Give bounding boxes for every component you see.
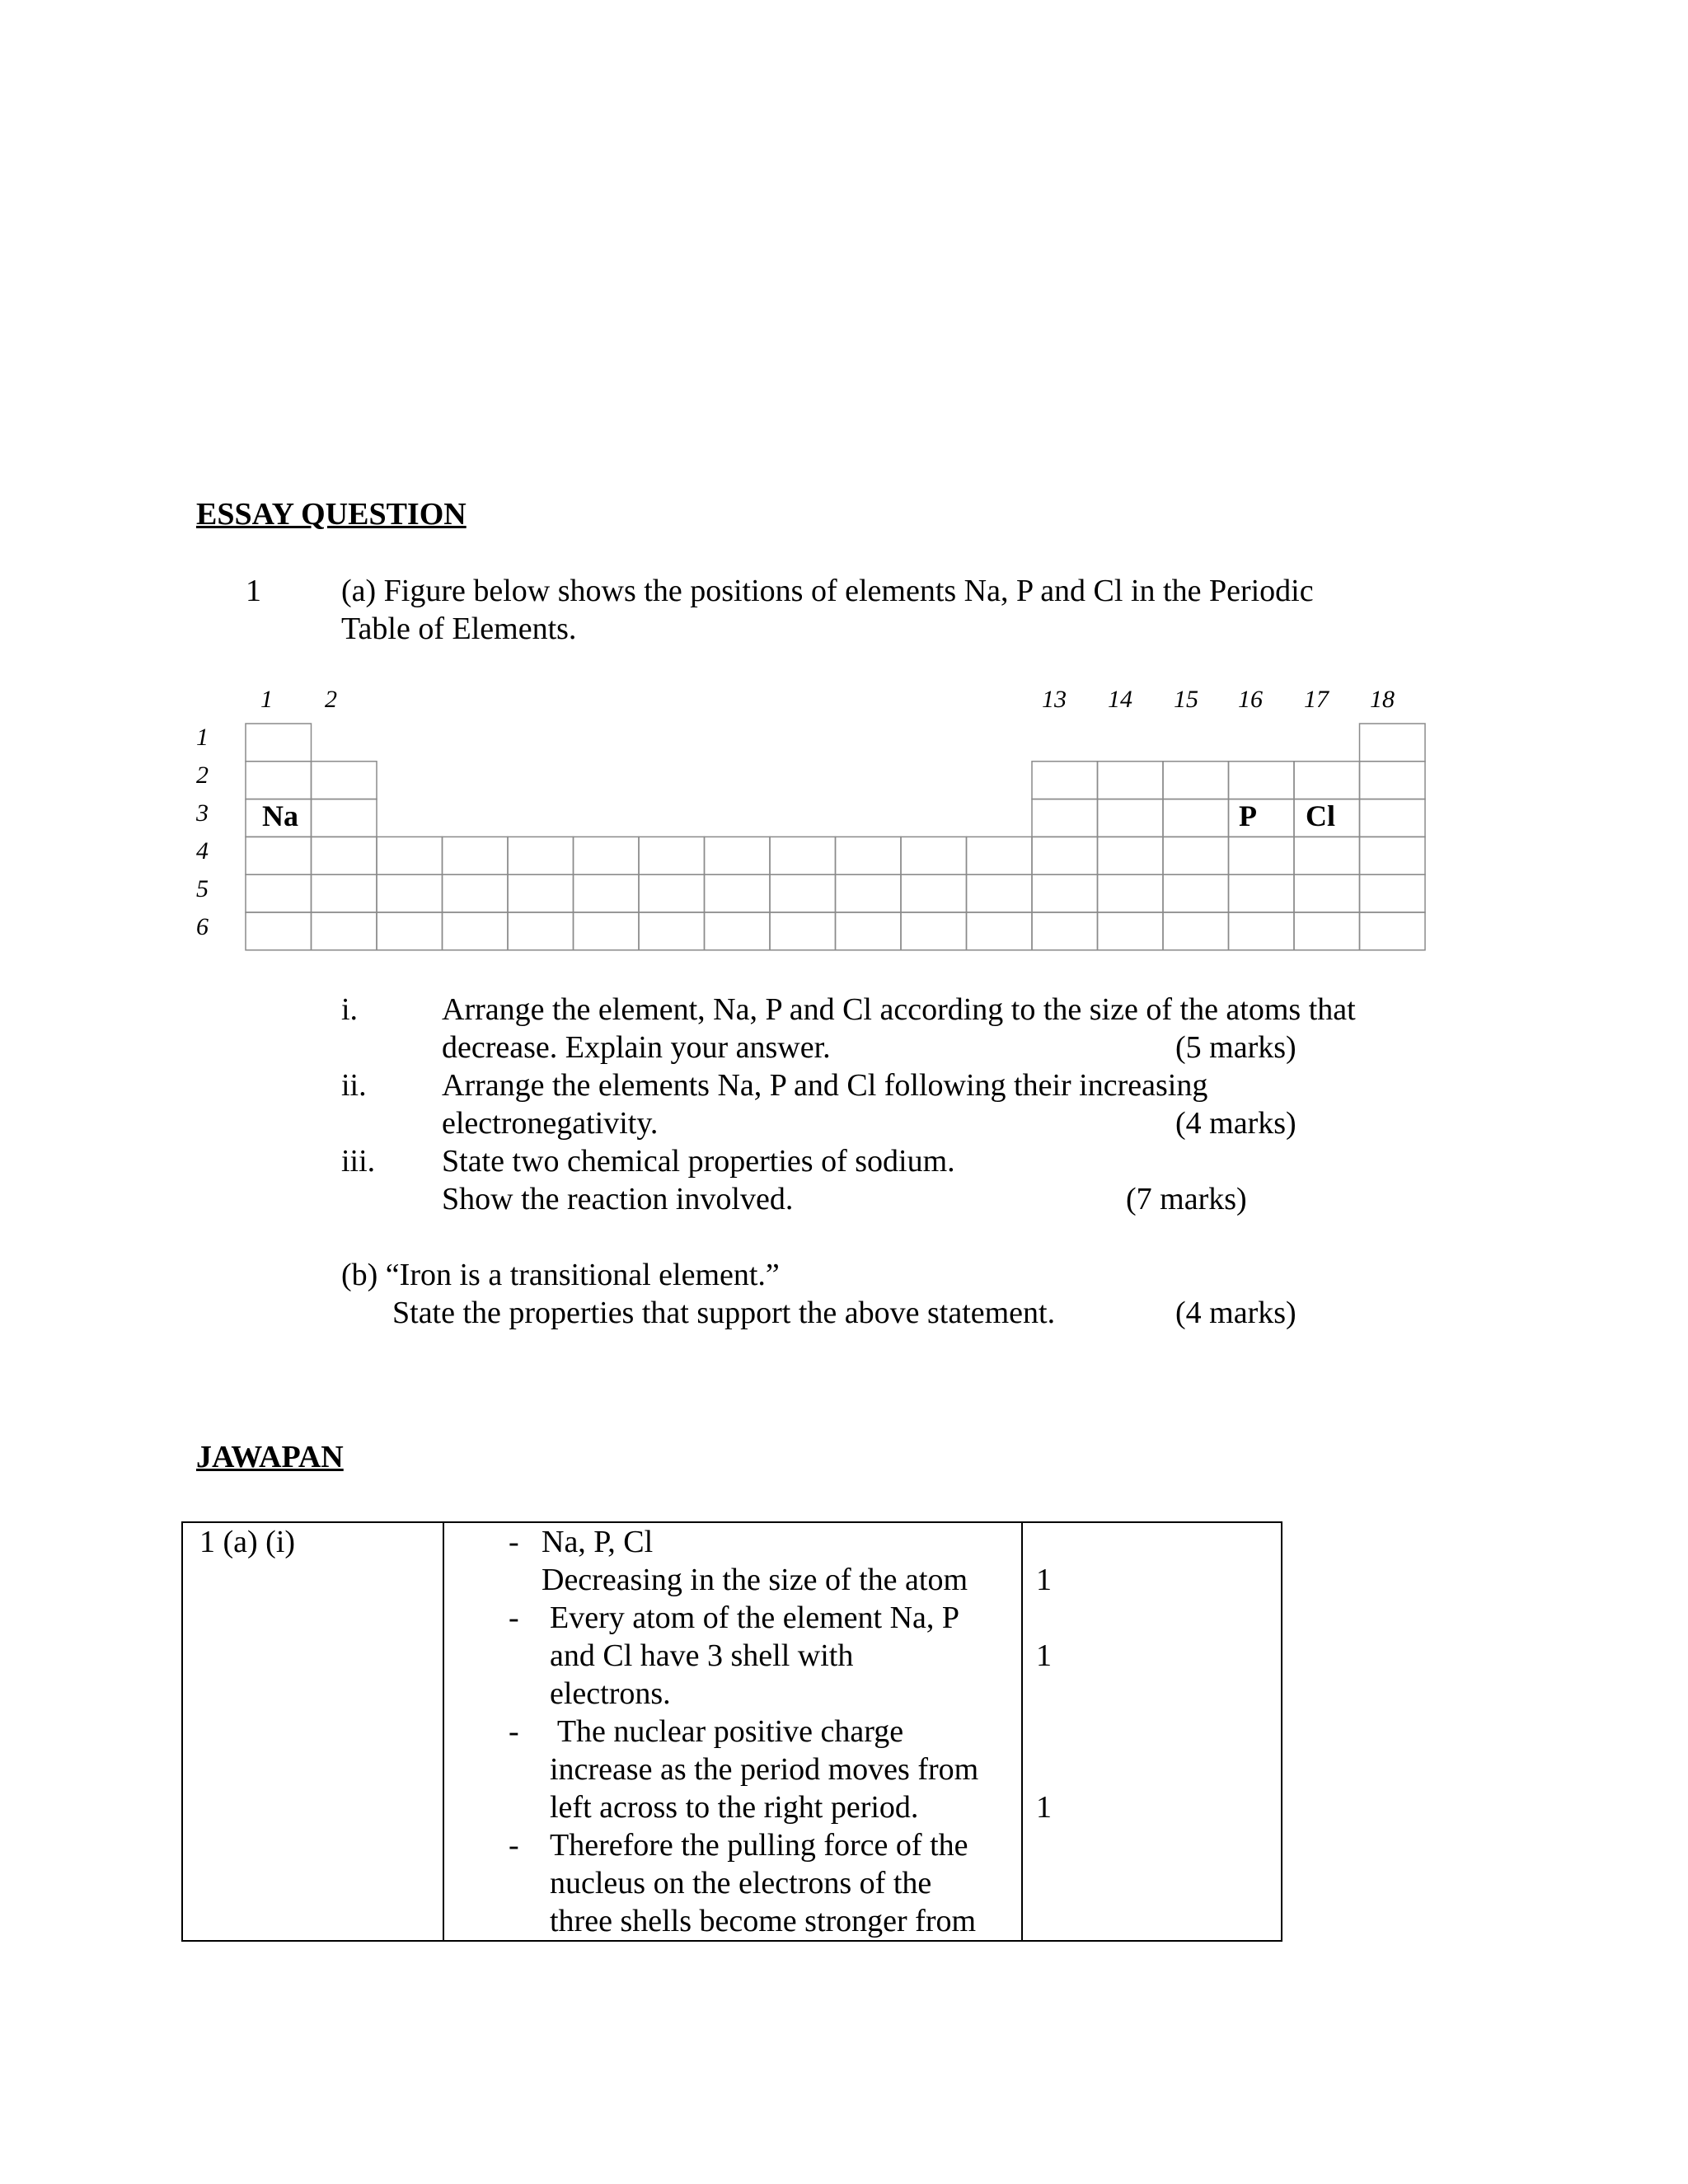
table-cell	[312, 799, 377, 837]
answer-label: 1 (a) (i)	[199, 1525, 296, 1559]
table-cell	[1098, 762, 1164, 799]
table-cell	[443, 912, 509, 950]
answer-line: left across to the right period.	[550, 1790, 919, 1825]
table-cell	[574, 837, 640, 874]
table-cell	[836, 912, 902, 950]
table-cell	[1163, 799, 1229, 837]
answer-marks-cell	[1022, 1522, 1282, 1941]
answer-line: increase as the period moves from	[550, 1752, 979, 1787]
subquestion-text: Show the reaction involved.	[442, 1182, 794, 1216]
table-cell	[836, 837, 902, 874]
answer-line: and Cl have 3 shell with	[550, 1638, 854, 1673]
table-cell	[1294, 837, 1360, 874]
table-cell	[901, 837, 967, 874]
period-label: 2	[196, 762, 209, 789]
table-cell	[246, 837, 312, 874]
answer-line: Every atom of the element Na, P	[550, 1601, 960, 1635]
table-row	[182, 1522, 1282, 1941]
subquestion-text: electronegativity.	[442, 1106, 659, 1141]
group-label: 15	[1174, 686, 1198, 713]
answer-mark: 1	[1036, 1638, 1052, 1673]
table-cell	[246, 762, 312, 799]
period-label: 4	[196, 837, 209, 865]
table-cell	[1229, 837, 1295, 874]
answer-line: Decreasing in the size of the atom	[542, 1563, 968, 1597]
table-cell	[312, 837, 377, 874]
table-cell	[508, 837, 574, 874]
table-cell	[1360, 799, 1426, 837]
table-cell	[1294, 912, 1360, 950]
table-cell	[508, 874, 574, 912]
table-cell	[639, 912, 705, 950]
table-cell	[705, 837, 771, 874]
table-cell	[1098, 912, 1164, 950]
table-cell	[443, 874, 509, 912]
table-cell	[770, 874, 836, 912]
table-cell	[1163, 874, 1229, 912]
group-label: 14	[1108, 686, 1132, 713]
group-label: 17	[1304, 686, 1329, 713]
group-label: 2	[325, 686, 337, 713]
subquestion-text: State two chemical properties of sodium.	[442, 1144, 955, 1179]
table-cell	[967, 874, 1033, 912]
part-b-text-line1: (b) “Iron is a transitional element.”	[341, 1258, 780, 1292]
table-cell	[1360, 762, 1426, 799]
table-cell	[705, 912, 771, 950]
table-cell	[377, 912, 443, 950]
answer-mark: 1	[1036, 1563, 1052, 1597]
answer-line: Therefore the pulling force of the	[550, 1828, 968, 1863]
part-b-marks: (4 marks)	[1175, 1296, 1296, 1330]
table-cell	[312, 912, 377, 950]
table-cell	[377, 837, 443, 874]
period-label: 3	[196, 799, 209, 827]
table-cell	[1098, 799, 1164, 837]
subquestion-marks: (7 marks)	[1126, 1182, 1247, 1216]
list-item	[444, 1523, 1021, 1561]
list-item	[444, 1826, 1021, 1864]
table-cell	[1032, 912, 1098, 950]
group-label: 1	[260, 686, 273, 713]
subquestion-marks: (5 marks)	[1175, 1030, 1296, 1065]
table-cell	[1294, 874, 1360, 912]
table-cell	[901, 874, 967, 912]
table-cell	[1163, 912, 1229, 950]
answer-line: electrons.	[550, 1676, 671, 1711]
table-cell	[246, 724, 312, 762]
table-cell	[967, 837, 1033, 874]
table-cell	[1360, 837, 1426, 874]
table-cell	[1163, 837, 1229, 874]
table-cell	[705, 874, 771, 912]
table-cell	[967, 912, 1033, 950]
answer-heading: JAWAPAN	[196, 1440, 344, 1474]
table-cell	[1360, 724, 1426, 762]
table-cell	[1032, 799, 1098, 837]
table-cell	[901, 912, 967, 950]
bullet-dash: -	[509, 1828, 519, 1863]
subquestion-number: iii.	[341, 1144, 376, 1179]
subquestion-number: i.	[341, 992, 359, 1027]
subquestion-text: Arrange the element, Na, P and Cl according to the size of the atoms that	[442, 992, 1356, 1027]
table-cell	[246, 912, 312, 950]
bullet-dash: -	[509, 1525, 519, 1559]
subquestion-marks: (4 marks)	[1175, 1106, 1296, 1141]
table-cell	[443, 837, 509, 874]
question-number: 1	[246, 574, 261, 608]
table-cell	[1229, 762, 1295, 799]
element-p: P	[1239, 799, 1257, 832]
answer-mark: 1	[1036, 1790, 1052, 1825]
table-cell	[1032, 874, 1098, 912]
table-cell	[574, 912, 640, 950]
table-cell	[1360, 874, 1426, 912]
part-b-text-line2: State the properties that support the above statement.	[392, 1296, 1056, 1330]
list-item	[444, 1599, 1021, 1637]
element-cl: Cl	[1306, 799, 1335, 832]
bullet-dash: -	[509, 1601, 519, 1635]
element-na: Na	[262, 799, 298, 832]
table-cell	[1032, 762, 1098, 799]
list-item	[444, 1713, 1021, 1750]
subquestion-text: decrease. Explain your answer.	[442, 1030, 831, 1065]
part-a-text-line1: (a) Figure below shows the positions of elements Na, P and Cl in the Periodic	[341, 574, 1314, 608]
table-cell	[574, 874, 640, 912]
table-cell	[770, 837, 836, 874]
answer-line: three shells become stronger from	[550, 1904, 977, 1938]
answer-line: nucleus on the electrons of the	[550, 1866, 932, 1900]
table-cell	[1294, 762, 1360, 799]
table-cell	[1032, 837, 1098, 874]
period-label: 5	[196, 875, 209, 902]
table-cell	[312, 874, 377, 912]
answer-table	[181, 1521, 1282, 1942]
table-cell	[639, 837, 705, 874]
table-cell	[312, 762, 377, 799]
essay-question-heading: ESSAY QUESTION	[196, 497, 467, 532]
period-label: 1	[196, 724, 209, 751]
group-label: 13	[1042, 686, 1067, 713]
periodic-table-grid	[0, 0, 1688, 989]
period-label: 6	[196, 913, 209, 940]
part-a-text-line2: Table of Elements.	[341, 612, 577, 646]
table-cell	[1229, 912, 1295, 950]
table-cell	[1098, 837, 1164, 874]
answer-label-cell	[182, 1522, 443, 1941]
table-cell	[508, 912, 574, 950]
table-cell	[246, 874, 312, 912]
table-cell	[1098, 874, 1164, 912]
answer-line: The nuclear positive charge	[550, 1714, 904, 1749]
table-cell	[770, 912, 836, 950]
subquestion-number: ii.	[341, 1068, 367, 1103]
table-cell	[836, 874, 902, 912]
group-label: 18	[1370, 686, 1395, 713]
table-cell	[1360, 912, 1426, 950]
answer-content-cell	[443, 1522, 1022, 1941]
table-cell	[1163, 762, 1229, 799]
table-cell	[1229, 874, 1295, 912]
table-cell	[377, 874, 443, 912]
answer-line: Na, P, Cl	[542, 1525, 654, 1559]
group-label: 16	[1238, 686, 1263, 713]
table-cell	[639, 874, 705, 912]
bullet-dash: -	[509, 1714, 519, 1749]
subquestion-text: Arrange the elements Na, P and Cl following their increasing	[442, 1068, 1208, 1103]
